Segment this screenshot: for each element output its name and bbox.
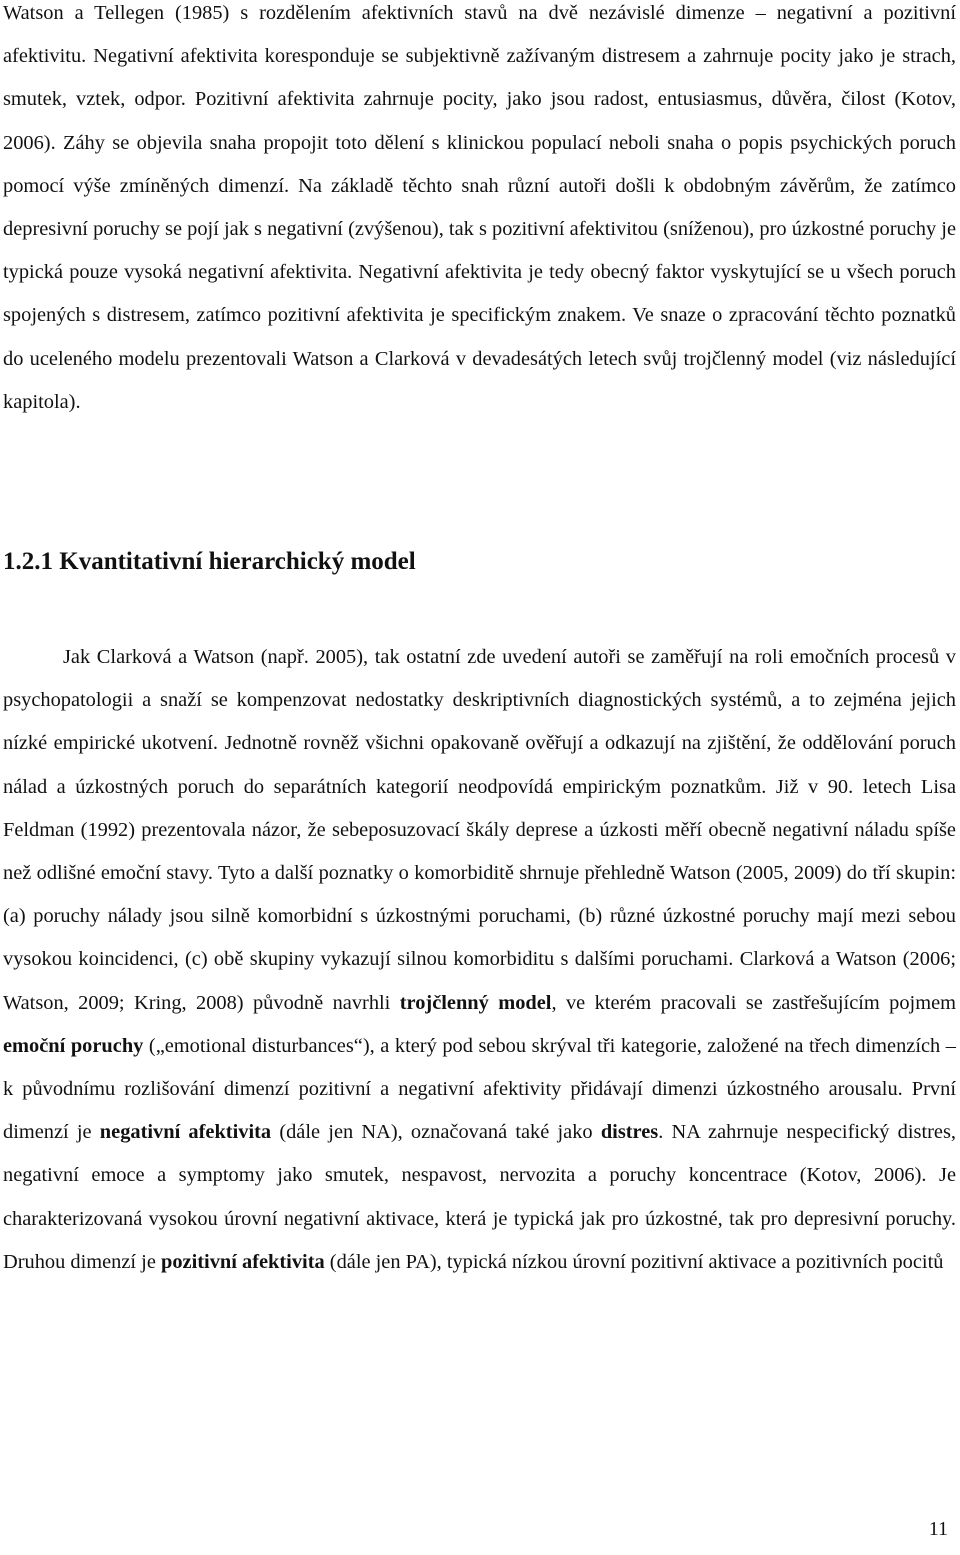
paragraph-2-text: Jak Clarková a Watson (např. 2005), tak ostatní zde uvedení autoři se zaměřují na roli emočních procesů v psychopatologii a snaží se kompenzovat nedostatky deskriptivních diagnostických systémů, a to zejména jejich nízké empirické ukotvení. Jednotně rovněž všichni opakovaně ověřují a odkazují na zjištění, že oddělování poruch nálad a úzkostných poruch do separátních kategorií neodpovídá empirickým poznatkům. Již v 90. letech Lisa Feldman (1992) prezentovala názor, že sebeposuzovací škály deprese a úzkosti měří obecně negativní náladu spíše než odlišné emoční stavy. Tyto a další poznatky o komorbiditě shrnuje přehledně Watson (2005, 2009) do tří skupin: (a) poruchy nálady jsou silně komorbidní s úzkostnými poruchami, (b) různé úzkostné poruchy mají mezi sebou vysokou koincidenci, (c) obě skupiny vykazují silnou komorbiditu s dalšími poruchami. Clarková a Watson (2006; Watson, 2009; Kring, 2008) původně navrhli <box>3 646 956 1014</box>
term-negativni-afektivita: negativní afektivita <box>99 1121 272 1144</box>
page-number: 11 <box>928 1518 948 1540</box>
paragraph-2-text: („emotional disturbances“), a který pod sebou skrýval tři kategorie, založené na třech dimenzích – k původnímu rozlišování dimenzí pozitivní a negativní afektivity přidávají dimenzi úzkostného arousalu. První dimenzí je <box>3 1034 956 1144</box>
paragraph-2-text: , ve kterém pracovali se zastřešujícím pojmem <box>551 991 956 1014</box>
term-emocni-poruchy: emoční poruchy <box>3 1034 144 1057</box>
paragraph-2-text: . NA zahrnuje nespecifický distres, negativní emoce a symptomy jako smutek, nespavost, nervozita a poruchy koncentrace (Kotov, 2006). Je charakterizovaná vysokou úrovní negativní aktivace, která je typická jak pro úzkostné, tak pro depresivní poruchy. Druhou dimenzí je <box>3 1121 956 1273</box>
paragraph-2 <box>3 636 956 1284</box>
term-trojclenny-model: trojčlenný model <box>399 991 552 1014</box>
paragraph-1: Watson a Tellegen (1985) s rozdělením afektivních stavů na dvě nezávislé dimenze – negativní a pozitivní afektivitu. Negativní afektivita koresponduje se subjektivně zažívaným distresem a zahrnuje pocity jako je strach, smutek, vztek, odpor. Pozitivní afektivita zahrnuje pocity, jako jsou radost, entusiasmus, důvěra, čilost (Kotov, 2006). Záhy se objevila snaha propojit toto dělení s klinickou populací neboli snaha o popis psychických poruch pomocí výše zmíněných dimenzí. Na základě těchto snah různí autoři došli k obdobným závěrům, že zatímco depresivní poruchy se pojí jak s negativní (zvýšenou), tak s pozitivní afektivitou (sníženou), pro úzkostné poruchy je typická pouze vysoká negativní afektivita. Negativní afektivita je tedy obecný faktor vyskytující se u všech poruch spojených s distresem, zatímco pozitivní afektivita je specifickým znakem. Ve snaze o zpracování těchto poznatků do uceleného modelu prezentovali Watson a Clarková v devadesátých letech svůj trojčlenný model (viz následující kapitola). <box>3 2 956 413</box>
section-heading: 1.2.1 Kvantitativní hierarchický model <box>3 548 416 575</box>
term-distres: distres <box>600 1121 659 1144</box>
term-pozitivni-afektivita: pozitivní afektivita <box>161 1250 325 1273</box>
paragraph-2-text: (dále jen NA), označovaná také jako <box>271 1121 601 1144</box>
paragraph-2-text: (dále jen PA), typická nízkou úrovní pozitivní aktivace a pozitivních pocitů <box>324 1250 944 1273</box>
